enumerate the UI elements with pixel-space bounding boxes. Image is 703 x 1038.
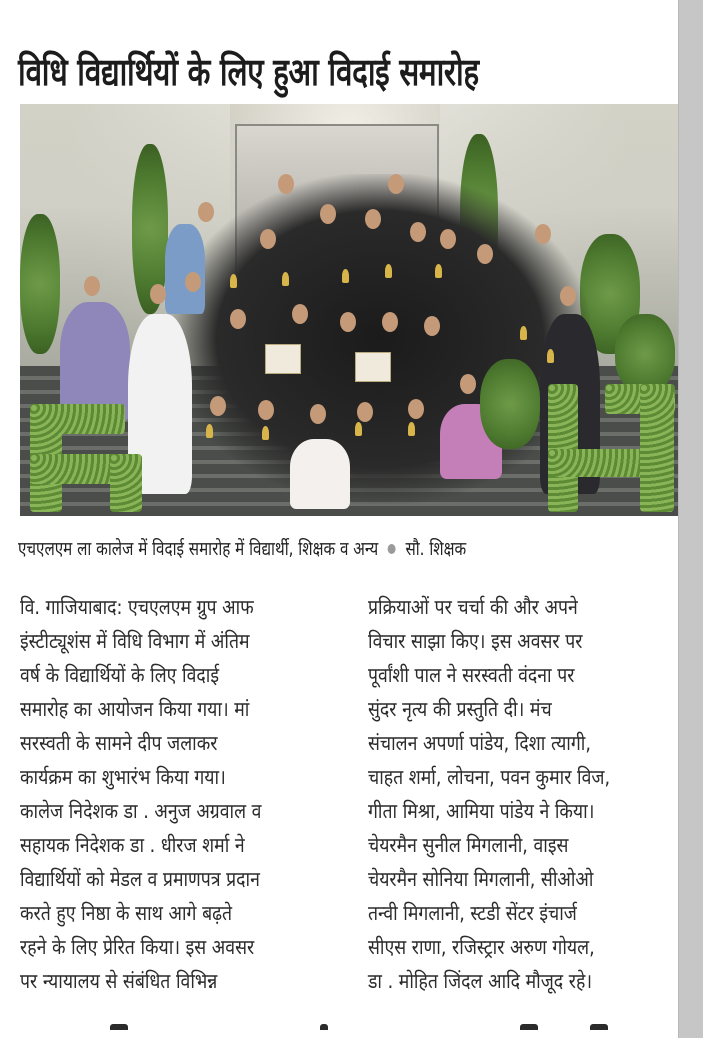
face (477, 244, 493, 264)
face (365, 209, 381, 229)
article-column-left (20, 590, 350, 998)
text-line: रहने के लिए प्रेरित किया। इस अवसर (20, 935, 255, 959)
photo-caption (18, 536, 546, 562)
face (460, 374, 476, 394)
face (560, 286, 576, 306)
text-line: सहायक निदेशक डा . धीरज शर्मा ने (20, 833, 245, 857)
face (210, 396, 226, 416)
face (424, 316, 440, 336)
person-blue-jacket (165, 224, 205, 314)
text-line: विचार साझा किए। इस अवसर पर (368, 629, 583, 653)
certificate (265, 344, 301, 374)
face (340, 312, 356, 332)
face (357, 402, 373, 422)
face (84, 276, 100, 296)
text-line: सीएस राणा, रजिस्ट्रार अरुण गोयल, (368, 935, 595, 959)
bullet-dot-icon (388, 544, 396, 554)
face (535, 224, 551, 244)
group-photo (20, 104, 678, 516)
caption-text: एचएलएम ला कालेज में विदाई समारोह में विद्यार्थी, शिक्षक व अन्य (18, 538, 379, 560)
trophy-icon (206, 424, 213, 438)
person-white-dress (290, 439, 350, 509)
face (278, 174, 294, 194)
certificate (355, 352, 391, 382)
article-headline: विधि विद्यार्थियों के लिए हुआ विदाई समारोह (18, 50, 479, 95)
face (150, 284, 166, 304)
face (310, 404, 326, 424)
text-line: पूर्वांशी पाल ने सरस्वती वंदना पर (368, 663, 575, 687)
text-line: वर्ष के विद्यार्थियों के लिए विदाई (20, 663, 219, 687)
trophy-icon (520, 326, 527, 340)
face (260, 229, 276, 249)
article-column-right (368, 590, 678, 998)
text-line: चेयरमैन सुनील मिगलानी, वाइस (368, 833, 569, 857)
hedge-letter-left-top (30, 404, 125, 434)
text-line: संचालन अपर्णा पांडेय, दिशा त्यागी, (368, 731, 591, 755)
face (292, 304, 308, 324)
hedge-letter-right-side (640, 384, 674, 512)
text-line: वि. गाजियाबाद: एचएलएम ग्रुप आफ (20, 595, 254, 619)
face (198, 202, 214, 222)
trophy-icon (408, 422, 415, 436)
hedge-letter-left-right (110, 454, 142, 512)
text-line: डा . मोहित जिंदल आदि मौजूद रहे। (368, 969, 593, 993)
text-line: गीता मिश्रा, आमिया पांडेय ने किया। (368, 799, 595, 823)
text-line: कालेज निदेशक डा . अनुज अग्रवाल व (20, 799, 262, 823)
hedge-letter-right-vertical (548, 384, 578, 512)
vertical-scrollbar[interactable] (678, 0, 703, 1038)
trophy-icon (262, 426, 269, 440)
leafy-plant-right (615, 314, 675, 394)
next-article-cut-off-text (20, 1024, 670, 1038)
text-line: इंस्टीट्यूशंस में विधि विभाग में अंतिम (20, 629, 250, 653)
face (185, 272, 201, 292)
trophy-icon (385, 264, 392, 278)
face (408, 399, 424, 419)
text-line: चेयरमैन सोनिया मिगलानी, सीओओ (368, 867, 594, 891)
text-line: कार्यक्रम का शुभारंभ किया गया। (20, 765, 226, 789)
text-line: करते हुए निष्ठा के साथ आगे बढ़ते (20, 901, 233, 925)
face (320, 204, 336, 224)
text-line: सरस्वती के सामने दीप जलाकर (20, 731, 218, 755)
text-line: समारोह का आयोजन किया गया। मां (20, 697, 250, 721)
trophy-icon (282, 272, 289, 286)
face (382, 312, 398, 332)
palm-plant-left (20, 214, 60, 354)
text-line: विद्यार्थियों को मेडल व प्रमाणपत्र प्रदान (20, 867, 260, 891)
trophy-icon (230, 274, 237, 288)
trophy-icon (435, 264, 442, 278)
text-line: चाहत शर्मा, लोचना, पवन कुमार विज, (368, 765, 611, 789)
face (440, 229, 456, 249)
potted-shrub (480, 359, 540, 449)
face (410, 222, 426, 242)
face (388, 174, 404, 194)
text-line: प्रक्रियाओं पर चर्चा की और अपने (368, 595, 578, 619)
photo-credit: सौ. शिक्षक (405, 538, 467, 560)
text-line: तन्वी मिगलानी, स्टडी सेंटर इंचार्ज (368, 901, 577, 925)
face (258, 400, 274, 420)
trophy-icon (355, 422, 362, 436)
trophy-icon (547, 349, 554, 363)
trophy-icon (342, 269, 349, 283)
text-line: पर न्यायालय से संबंधित विभिन्न (20, 969, 218, 993)
text-line: सुंदर नृत्य की प्रस्तुति दी। मंच (368, 697, 552, 721)
face (230, 309, 246, 329)
